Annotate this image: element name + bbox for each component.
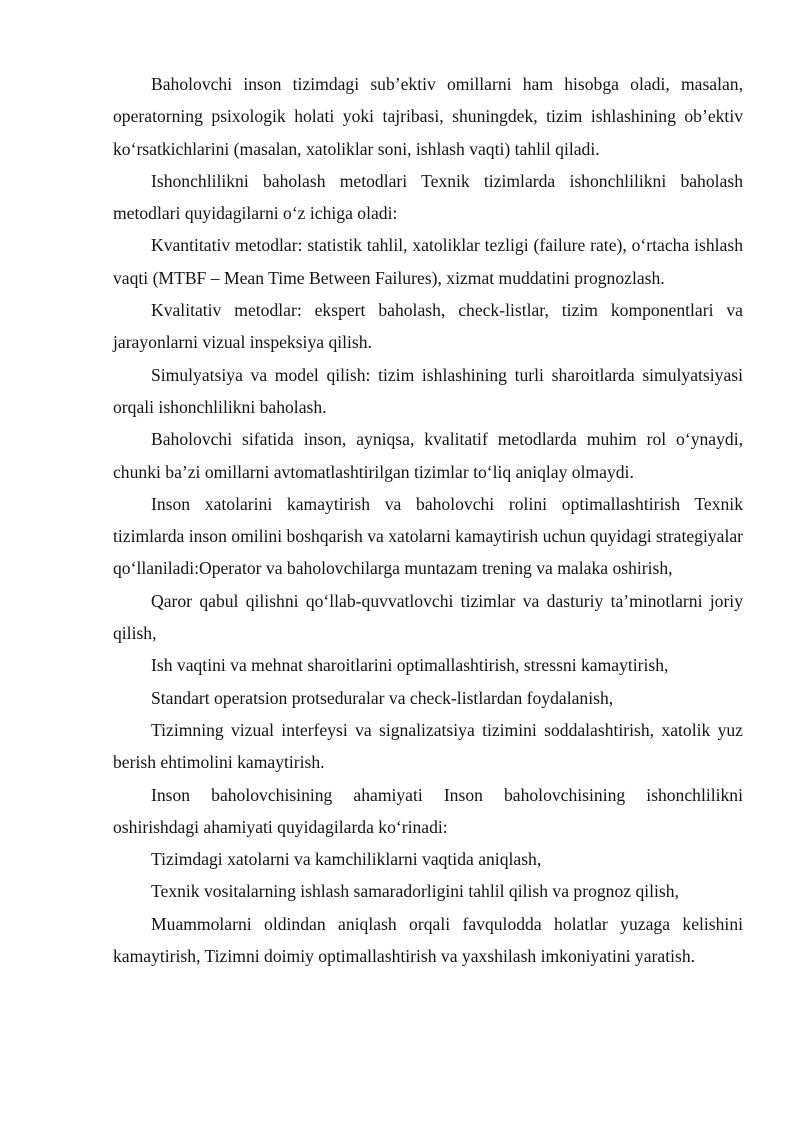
document-page [113,68,743,972]
paragraph: Ishonchlilikni baholash metodlari Texnik tizimlarda ishonchlilikni baholash metodlari quyidagilarni o‘z ichiga oladi: [113,170,743,224]
paragraph: Texnik vositalarning ishlash samaradorligini tahlil qilish va prognoz qilish, [151,881,679,902]
paragraph: Qaror qabul qilishni qo‘llab-quvvatlovchi tizimlar va dasturiy ta’minotlarni joriy qilish, [113,590,743,644]
paragraph: Tizimdagi xatolarni va kamchiliklarni vaqtida aniqlash, [151,849,542,870]
paragraph: Baholovchi inson tizimdagi sub’ektiv omillarni ham hisobga oladi, masalan, operatorning psixologik holati yoki tajribasi, shuningdek, tizim ishlashining ob’ektiv ko‘rsatkichlarini (masalan, xatoliklar soni, ishlash vaqti) tahlil qiladi. [113,74,743,159]
paragraph: Muammolarni oldindan aniqlash orqali favqulodda holatlar yuzaga kelishini kamaytirish, Tizimni doimiy optimallashtirish va yaxshilash imkoniyatini yaratish. [113,913,743,967]
paragraph: Kvalitativ metodlar: ekspert baholash, check-listlar, tizim komponentlari va jarayonlarni vizual inspeksiya qilish. [113,300,743,353]
paragraph: Inson xatolarini kamaytirish va baholovchi rolini optimallashtirish Texnik tizimlarda inson omilini boshqarish va xatolarni kamaytirish uchun quyidagi strategiyalar qo‘llaniladi:Operator va baholovchilarga muntazam trening va malaka oshirish, [113,493,743,579]
paragraph: Baholovchi sifatida inson, ayniqsa, kvalitatif metodlarda muhim rol o‘ynaydi, chunki ba’zi omillarni avtomatlashtirilgan tizimlar to‘liq aniqlay olmaydi. [113,429,743,482]
paragraph: Tizimning vizual interfeysi va signalizatsiya tizimini soddalashtirish, xatolik yuz berish ehtimolini kamaytirish. [113,719,743,773]
paragraph: Ish vaqtini va mehnat sharoitlarini optimallashtirish, stressni kamaytirish, [151,655,669,676]
paragraph: Kvantitativ metodlar: statistik tahlil, xatoliklar tezligi (failure rate), o‘rtacha ishlash vaqti (MTBF – Mean Time Between Failures), xizmat muddatini prognozlash. [113,235,743,288]
paragraph: Simulyatsiya va model qilish: tizim ishlashining turli sharoitlarda simulyatsiyasi orqali ishonchlilikni baholash. [113,364,743,417]
paragraph: Inson baholovchisining ahamiyati Inson baholovchisining ishonchlilikni oshirishdagi ahamiyati quyidagilarda ko‘rinadi: [113,784,743,837]
paragraph: Standart operatsion protseduralar va check-listlardan foydalanish, [151,687,614,708]
